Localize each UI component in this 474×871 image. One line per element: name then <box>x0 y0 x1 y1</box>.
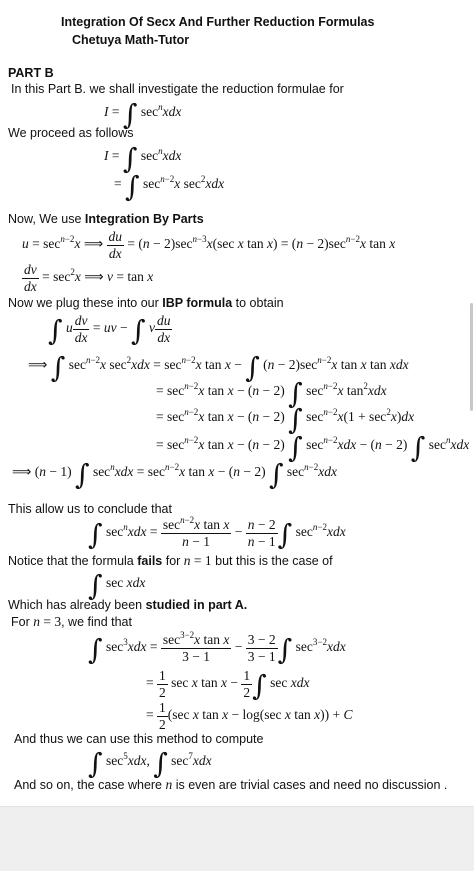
notice-line <box>8 553 333 569</box>
n-variable: n <box>165 777 173 792</box>
plug-line <box>8 296 284 311</box>
eq-n3-line1: ∫ $\sec^3xdx$ = $\frac{\sec^{3-2}x \tan x}{3 - 1}$ − $\frac{3 - 2}{3 - 1}$ ∫ $\sec^{3-2}xdx$ <box>88 630 346 667</box>
eq-u-du: $u = \sec^{n-2}x$ ⟹ $\frac{du}{dx}$ = $(n - 2)\sec^{n-3}x(\sec$ x $\tan x) = (n - 2)\sec^{n-2}x$ tan x <box>22 229 396 261</box>
ibp-prefix: Now, We use <box>8 212 85 226</box>
notice-suffix: but this is the case of <box>211 554 333 568</box>
so-on-prefix: And so on, the case where <box>14 778 166 792</box>
author-line: Chetuya Math-Tutor <box>72 33 190 47</box>
eq-step1: ⟹ ∫ $\sec^{n-2}x$ $\sec^2xdx = \sec^{n-2}x$ tan x − ∫ $(n - 2)\sec^{n-2}x$ tan x tan xdx <box>28 351 409 384</box>
studied-bold: studied in part A. <box>145 598 248 612</box>
so-on-suffix: is even are trivial cases and need no discussion . <box>172 778 448 792</box>
eq-I-definition: I = ∫ $\sec^nxdx$ <box>104 98 182 131</box>
eq-step5: ⟹ (n − 1) ∫ $\sec^nxdx = \sec^{n-2}x$ tan x − (n − 2) ∫ $\sec^{n-2}xdx$ <box>12 458 337 491</box>
eq-n3-line3: = $\frac{1}{2}$ (sec x tan x − log(sec x tan x)) + C <box>146 700 353 732</box>
notice-prefix: Notice that the formula <box>8 554 138 568</box>
plug-prefix: Now we plug these into our <box>8 296 163 310</box>
plug-suffix: to obtain <box>232 296 284 310</box>
notice-bold: fails <box>137 554 163 568</box>
scrollbar[interactable] <box>470 303 473 411</box>
studied-prefix: Which has already been <box>8 598 146 612</box>
n-equals-3: n = 3 <box>33 614 62 629</box>
eq-step3: = $\sec^{n-2}x$ tan x − (n − 2) ∫ $\sec^{n-2}x(1 + \sec^2x)dx$ <box>156 403 415 436</box>
eq-ibp-formula: ∫ u $\frac{dv}{dx}$ = uv − ∫ v $\frac{du}{dx}$ <box>48 313 171 348</box>
studied-line <box>8 598 247 613</box>
page-title: Integration Of Secx And Further Reduction Formulas <box>61 15 375 29</box>
eq-step4: = $\sec^{n-2}x$ tan x − (n − 2) ∫ $\sec^{n-2}xdx - (n - 2)$ ∫ $\sec^nxdx$ <box>156 431 470 464</box>
for-prefix: For <box>11 615 34 629</box>
eq-reduction-formula: ∫ $\sec^nxdx$ = $\frac{\sec^{n-2}x \tan x}{n - 1}$ − $\frac{n - 2}{n - 1}$ ∫ $\sec^{n-2}xdx$ <box>88 515 346 552</box>
ibp-bold: Integration By Parts <box>84 212 204 226</box>
ibp-line <box>8 212 204 227</box>
plug-bold: IBP formula <box>162 296 233 310</box>
eq-step2: = $\sec^{n-2}x$ tan x − (n − 2) ∫ $\sec^{n-2}x$ $\tan^2xdx$ <box>156 377 387 410</box>
intro-text: In this Part B. we shall investigate the reduction formulae for <box>11 82 344 96</box>
proceed-text: We proceed as follows <box>8 126 134 140</box>
eq-sec5-sec7: ∫ $\sec^5xdx$, ∫ $\sec^7xdx$ <box>88 747 212 780</box>
eq-dv-v: $\frac{dv}{dx}$ = $\sec^2x$ ⟹ v = tan x <box>24 262 154 294</box>
n-equals-1: n = 1 <box>183 553 212 568</box>
eq-I-line1: I = ∫ $\sec^nxdx$ <box>104 142 182 175</box>
conclude-text: This allow us to conclude that <box>8 502 172 516</box>
for-n3-line <box>11 614 132 630</box>
footer-area <box>0 806 474 871</box>
for-suffix: , we find that <box>61 615 132 629</box>
eq-I-line2: = ∫ $\sec^{n-2}x$ $\sec^2xdx$ <box>114 170 225 203</box>
part-heading: PART B <box>8 66 54 80</box>
notice-mid: for <box>162 554 184 568</box>
eq-sec-integral: ∫ sec xdx <box>88 569 146 602</box>
so-on-line <box>14 777 447 793</box>
eq-n3-line2: = $\frac{1}{2}$ sec x tan x − $\frac{1}{2}$ ∫ sec xdx <box>146 668 310 703</box>
thus-text: And thus we can use this method to compute <box>14 732 264 746</box>
